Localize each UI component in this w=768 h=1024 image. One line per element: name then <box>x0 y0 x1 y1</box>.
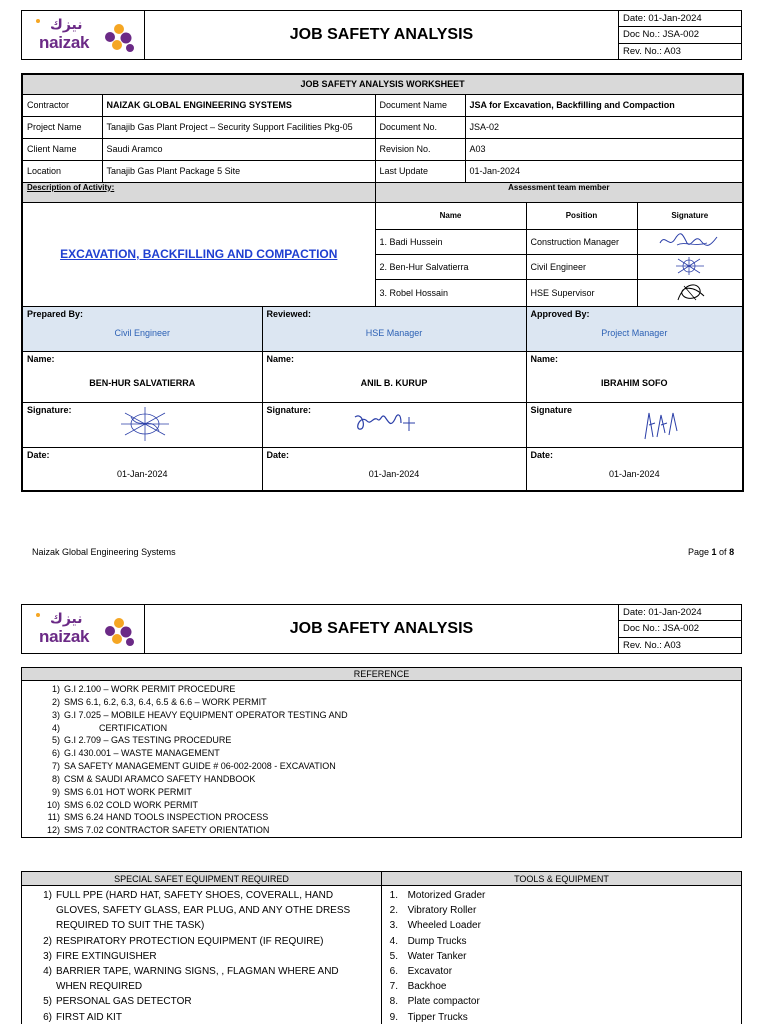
list-item <box>22 934 381 949</box>
special-equipment-column <box>22 872 382 1024</box>
reviewed-date: 01-Jan-2024 <box>368 468 420 479</box>
item-number: 9) <box>51 786 60 797</box>
meta-date: Date: 01-Jan-2024 <box>619 605 741 621</box>
item-number: 7. <box>389 981 398 993</box>
item-text: SA SAFETY MANAGEMENT GUIDE # 06-002-2008 - EXCAVATION <box>64 761 336 772</box>
list-item <box>40 747 741 760</box>
item-text: BARRIER TAPE, WARNING SIGNS, , FLAGMAN WHERE AND WHEN REQUIRED <box>56 966 339 993</box>
tools-equipment-list <box>382 886 741 1024</box>
name-label: Name: <box>530 353 559 364</box>
prepared-date-cell <box>22 447 262 491</box>
prepared-signature-cell <box>22 402 262 447</box>
list-item <box>382 888 741 903</box>
document-title: JOB SAFETY ANALYSIS <box>145 11 619 59</box>
page-header <box>21 10 742 60</box>
revision-no-label: Revision No. <box>375 138 465 160</box>
item-number: 8. <box>389 996 398 1008</box>
item-text: SMS 6.02 COLD WORK PERMIT <box>64 799 199 810</box>
location-value: Tanajib Gas Plant Package 5 Site <box>102 160 375 182</box>
reviewed-label: Reviewed: <box>266 308 312 319</box>
logo-mark-icon <box>102 23 136 53</box>
meta-rev-no: Rev. No.: A03 <box>623 639 681 651</box>
item-text: Tipper Trucks <box>407 1011 468 1023</box>
item-number: 6. <box>389 966 398 978</box>
item-number: 3. <box>389 920 398 932</box>
assessment-team-label: Assessment team member <box>375 182 743 202</box>
page-total: 8 <box>729 547 735 557</box>
prepared-by-cell <box>22 306 262 351</box>
item-number: 1) <box>51 684 60 694</box>
item-text: Wheeled Loader <box>407 920 481 932</box>
item-number: 5) <box>51 735 60 746</box>
item-number: 1) <box>43 890 52 901</box>
item-number: 5. <box>389 950 398 962</box>
prepared-by-role: Civil Engineer <box>114 327 171 338</box>
list-item <box>40 773 741 786</box>
list-item <box>40 799 741 812</box>
approved-date: 01-Jan-2024 <box>609 468 660 479</box>
signature-image <box>655 231 725 251</box>
item-text: G.I 2.709 – GAS TESTING PROCEDURE <box>64 735 232 746</box>
last-update-value: 01-Jan-2024 <box>465 160 743 182</box>
special-equipment-list <box>22 886 381 1024</box>
naizak-logo <box>22 11 145 59</box>
list-item <box>40 760 741 773</box>
item-text: Dump Trucks <box>407 935 467 947</box>
document-no-label: Document No. <box>375 116 465 138</box>
reference-section <box>21 667 742 838</box>
approved-signature-cell <box>526 402 743 447</box>
item-number: 2. <box>389 905 398 917</box>
date-label: Date: <box>530 449 554 460</box>
client-name-label: Client Name <box>22 138 102 160</box>
team-member-position: Construction Manager <box>526 229 637 254</box>
item-number: 2) <box>51 696 60 707</box>
page-of: of <box>716 547 730 557</box>
approved-by-label: Approved By: <box>530 308 590 319</box>
team-header-position: Position <box>526 202 637 229</box>
signature-label: Signature: <box>27 404 72 415</box>
signature-image <box>351 409 421 437</box>
approved-by-role: Project Manager <box>601 327 668 338</box>
page-header <box>21 604 742 654</box>
list-item <box>40 824 741 837</box>
list-item <box>40 709 741 722</box>
list-item <box>382 979 741 994</box>
signature-image <box>670 280 710 304</box>
naizak-logo <box>22 605 145 653</box>
list-item <box>382 903 741 918</box>
item-number: 4) <box>43 966 52 978</box>
signature-label: Signature <box>530 404 573 415</box>
list-item <box>382 994 741 1009</box>
date-label: Date: <box>27 449 50 460</box>
list-item <box>382 934 741 949</box>
list-item <box>382 1010 741 1024</box>
item-number: 4. <box>389 935 398 947</box>
team-member-position: HSE Supervisor <box>526 279 637 306</box>
name-label: Name: <box>266 353 295 364</box>
item-text: CSM & SAUDI ARAMCO SAFETY HANDBOOK <box>64 773 256 784</box>
prepared-date: 01-Jan-2024 <box>116 468 168 479</box>
meta-date: Date: 01-Jan-2024 <box>619 11 741 27</box>
item-text: SMS 6.1, 6.2, 6.3, 6.4, 6.5 & 6.6 – WORK PERMIT <box>64 696 267 707</box>
logo-arabic-text: نيزك <box>50 611 83 627</box>
item-number: 3) <box>51 709 60 720</box>
logo-latin-text: naizak <box>39 627 90 646</box>
document-no-value: JSA-02 <box>465 116 743 138</box>
item-text: FIRE EXTINGUISHER <box>56 950 157 962</box>
meta-rev-no: Rev. No.: A03 <box>623 45 681 57</box>
item-text: G.I 7.025 – MOBILE HEAVY EQUIPMENT OPERATOR TESTING AND <box>64 709 348 720</box>
logo-arabic-text: نيزك <box>50 17 83 33</box>
item-number: 5) <box>43 996 52 1008</box>
logo-dot-icon <box>36 613 40 617</box>
item-number: 1. <box>389 890 398 901</box>
team-header-name: Name <box>375 202 526 229</box>
list-item <box>22 949 381 964</box>
list-item <box>22 888 381 934</box>
item-text: SMS 6.01 HOT WORK PERMIT <box>64 786 192 797</box>
special-equipment-title: SPECIAL SAFET EQUIPMENT REQUIRED <box>22 872 381 886</box>
team-member-signature <box>637 254 743 279</box>
contractor-value: NAIZAK GLOBAL ENGINEERING SYSTEMS <box>102 94 375 116</box>
signature-image <box>670 255 710 277</box>
reference-list <box>22 681 741 837</box>
item-number: 2) <box>43 935 52 947</box>
item-text: FULL PPE (HARD HAT, SAFETY SHOES, COVERALL, HAND GLOVES, SAFETY GLASS, EAR PLUG, AND ANY OTHE DRESS REQUIRED TO SUIT THE TASK) <box>56 890 351 932</box>
team-header-signature: Signature <box>637 202 743 229</box>
footer-company: Naizak Global Engineering Systems <box>32 547 176 557</box>
team-member-name: 2. Ben-Hur Salvatierra <box>375 254 526 279</box>
name-label: Name: <box>27 353 55 364</box>
list-item <box>382 918 741 933</box>
prepared-by-label: Prepared By: <box>27 308 84 319</box>
approved-date-cell <box>526 447 743 491</box>
item-text: SMS 7.02 CONTRACTOR SAFETY ORIENTATION <box>64 825 270 836</box>
description-label: Description of Activity: <box>22 182 375 202</box>
list-item <box>40 811 741 824</box>
approved-by-cell <box>526 306 743 351</box>
document-meta <box>619 11 741 59</box>
reviewed-cell <box>262 306 526 351</box>
item-text: PERSONAL GAS DETECTOR <box>56 996 192 1008</box>
list-item <box>22 994 381 1009</box>
item-number: 6) <box>43 1011 52 1023</box>
list-item <box>40 696 741 709</box>
item-number: 4) <box>51 722 60 733</box>
document-name-label: Document Name <box>375 94 465 116</box>
item-text: Vibratory Roller <box>407 905 477 917</box>
reviewed-date-cell <box>262 447 526 491</box>
reviewed-role: HSE Manager <box>365 327 423 338</box>
equipment-section <box>21 871 742 1024</box>
item-text: Plate compactor <box>407 996 480 1008</box>
item-number: 7) <box>51 761 60 772</box>
team-member-signature <box>637 229 743 254</box>
item-text: G.I 430.001 – WASTE MANAGEMENT <box>64 748 220 759</box>
item-number: 11) <box>47 812 60 823</box>
item-text: FIRST AID KIT <box>56 1011 122 1023</box>
list-item <box>40 786 741 799</box>
meta-doc-no: Doc No.: JSA-002 <box>619 27 741 43</box>
list-item <box>382 949 741 964</box>
list-item <box>40 734 741 747</box>
activity-title: EXCAVATION, BACKFILLING AND COMPACTION <box>22 202 375 306</box>
list-item <box>22 1010 381 1024</box>
item-number: 12) <box>46 825 60 836</box>
signature-label: Signature: <box>266 404 312 415</box>
item-number: 8) <box>51 773 60 784</box>
item-number: 9. <box>389 1011 398 1023</box>
prepared-name-cell <box>22 351 262 402</box>
item-text: Backhoe <box>407 981 447 993</box>
approved-name: IBRAHIM SOFO <box>601 377 668 388</box>
logo-dot-icon <box>36 19 40 23</box>
contractor-label: Contractor <box>22 94 102 116</box>
item-text: RESPIRATORY PROTECTION EQUIPMENT (IF REQUIRE) <box>56 935 324 947</box>
reviewed-signature-cell <box>262 402 526 447</box>
document-meta <box>619 605 741 653</box>
reviewed-name-cell <box>262 351 526 402</box>
item-text: Motorized Grader <box>407 890 486 901</box>
item-number: 10) <box>46 799 60 810</box>
team-member-name: 1. Badi Hussein <box>375 229 526 254</box>
item-text: CERTIFICATION <box>64 722 168 733</box>
list-item <box>40 722 741 735</box>
revision-no-value: A03 <box>465 138 743 160</box>
item-text: Water Tanker <box>407 950 467 962</box>
signature-image <box>115 405 175 443</box>
item-number: 3) <box>43 950 52 962</box>
document-name-value: JSA for Excavation, Backfilling and Compaction <box>465 94 743 116</box>
tools-equipment-title: TOOLS & EQUIPMENT <box>382 872 741 886</box>
item-text: Excavator <box>407 966 453 978</box>
reference-title: REFERENCE <box>22 668 741 681</box>
tools-equipment-column <box>382 872 741 1024</box>
client-name-value: Saudi Aramco <box>102 138 375 160</box>
jsa-worksheet-table <box>21 73 744 492</box>
document-title: JOB SAFETY ANALYSIS <box>145 605 619 653</box>
item-text: SMS 6.24 HAND TOOLS INSPECTION PROCESS <box>64 812 269 823</box>
team-member-signature <box>637 279 743 306</box>
logo-mark-icon <box>102 617 136 647</box>
list-item <box>382 964 741 979</box>
page-prefix: Page <box>688 547 712 557</box>
meta-doc-no: Doc No.: JSA-002 <box>619 621 741 637</box>
approved-name-cell <box>526 351 743 402</box>
team-member-name: 3. Robel Hossain <box>375 279 526 306</box>
list-item <box>22 964 381 994</box>
page-number <box>688 547 734 557</box>
project-name-value: Tanajib Gas Plant Project – Security Support Facilities Pkg-05 <box>102 116 375 138</box>
reviewed-name: ANIL B. KURUP <box>360 377 428 388</box>
page-current: 1 <box>711 547 717 557</box>
prepared-name: BEN-HUR SALVATIERRA <box>89 377 196 388</box>
worksheet-title: JOB SAFETY ANALYSIS WORKSHEET <box>22 74 743 94</box>
logo-latin-text: naizak <box>39 33 90 52</box>
item-number: 6) <box>51 748 60 759</box>
list-item <box>40 683 741 696</box>
date-label: Date: <box>266 449 290 460</box>
location-label: Location <box>22 160 102 182</box>
last-update-label: Last Update <box>375 160 465 182</box>
item-text: G.I 2.100 – WORK PERMIT PROCEDURE <box>64 684 236 694</box>
signature-image <box>639 407 683 443</box>
team-member-position: Civil Engineer <box>526 254 637 279</box>
project-name-label: Project Name <box>22 116 102 138</box>
